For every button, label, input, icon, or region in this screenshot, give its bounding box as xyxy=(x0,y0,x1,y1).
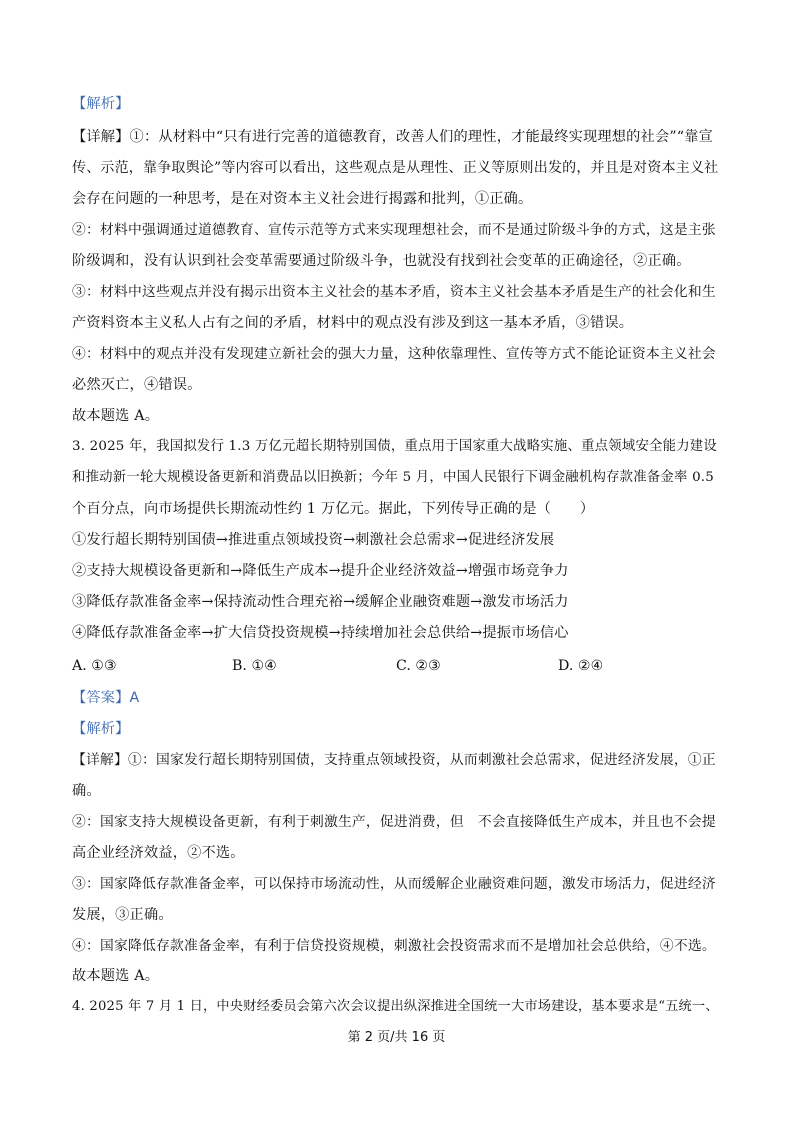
chain-item: ③降低存款准备金率→保持流动性合理充裕→缓解企业融资难题→激发市场活力 xyxy=(72,594,569,610)
conclusion-line: 故本题选 A。 xyxy=(72,968,160,984)
detail-line: ④：国家降低存款准备金率，有利于信贷投资规模，刺激社会投资需求而不是增加社会总供给，④不选。 xyxy=(72,938,716,954)
detail-line: ②：材料中强调通过道德教育、宣传示范等方式来实现理想社会，而不是通过阶级斗争的方式，这是主张 xyxy=(72,222,716,238)
detail-line: ④：材料中的观点并没有发现建立新社会的强大力量，这种依靠理性、宣传等方式不能论证资本主义社会 xyxy=(72,346,716,362)
option-a: A. ①③ xyxy=(72,658,117,674)
detail-line: 会存在问题的一种思考，是在对资本主义社会进行揭露和批判，①正确。 xyxy=(72,191,533,207)
question-3-stem: 个百分点，向市场提供长期流动性约 1 万亿元。据此，下列传导正确的是（ ） xyxy=(72,501,595,517)
detail-line: 传、示范，靠争取舆论”等内容可以看出，这些观点是从理性、正义等原则出发的，并且是对资本主义社 xyxy=(72,160,719,176)
analysis-label: 【解析】 xyxy=(72,721,130,737)
page-number-footer: 第 2 页/共 16 页 xyxy=(347,1030,446,1045)
detail-line: 发展，③正确。 xyxy=(72,907,173,923)
chain-item: ④降低存款准备金率→扩大信贷投资规模→持续增加社会总供给→提振市场信心 xyxy=(72,625,569,641)
detail-line: ③：国家降低存款准备金率，可以保持市场流动性，从而缓解企业融资难问题，激发市场活力，促进经济 xyxy=(72,876,716,892)
detail-line: 高企业经济效益，②不选。 xyxy=(72,845,245,861)
detail-line: 【详解】①：从材料中“只有进行完善的道德教育，改善人们的理性，才能最终实现理想的社会”“靠宣 xyxy=(72,129,714,145)
chain-item: ②支持大规模设备更新和→降低生产成本→提升企业经济效益→增强市场竞争力 xyxy=(72,563,569,579)
option-c: C. ②③ xyxy=(396,658,441,674)
chain-item: ①发行超长期特别国债→推进重点领域投资→刺激社会总需求→促进经济发展 xyxy=(72,532,555,548)
question-4-stem: 4. 2025 年 7 月 1 日，中央财经委员会第六次会议提出纵深推进全国统一大市场建设，基本要求是“五统一、 xyxy=(72,999,719,1014)
detail-line: 必然灭亡，④错误。 xyxy=(72,377,202,393)
option-d: D. ②④ xyxy=(558,658,604,674)
detail-line: ②：国家支持大规模设备更新，有利于刺激生产，促进消费，但 不会直接降低生产成本，并且也不会提 xyxy=(72,814,716,830)
question-3-stem: 3. 2025 年，我国拟发行 1.3 万亿元超长期特别国债，重点用于国家重大战略实施、重点领域安全能力建设 xyxy=(72,439,717,454)
detail-line: 【详解】①：国家发行超长期特别国债，支持重点领域投资，从而刺激社会总需求，促进经济发展，①正 xyxy=(72,752,716,768)
detail-line: 阶级调和，没有认识到社会变革需要通过阶级斗争，也就没有找到社会变革的正确途径，②正确。 xyxy=(72,253,691,269)
answer-label: 【答案】A xyxy=(72,690,140,706)
detail-line: 产资料资本主义私人占有之间的矛盾，材料中的观点没有涉及到这一基本矛盾，③错误。 xyxy=(72,315,634,331)
question-3-stem: 和推动新一轮大规模设备更新和消费品以旧换新；今年 5 月，中国人民银行下调金融机构存款准备金率 0.5 xyxy=(72,470,714,485)
conclusion-line: 故本题选 A。 xyxy=(72,408,160,424)
analysis-label: 【解析】 xyxy=(72,96,130,112)
option-b: B. ①④ xyxy=(232,658,277,674)
detail-line: ③：材料中这些观点并没有揭示出资本主义社会的基本矛盾，资本主义社会基本矛盾是生产的社会化和生 xyxy=(72,284,716,300)
detail-line: 确。 xyxy=(72,783,101,799)
